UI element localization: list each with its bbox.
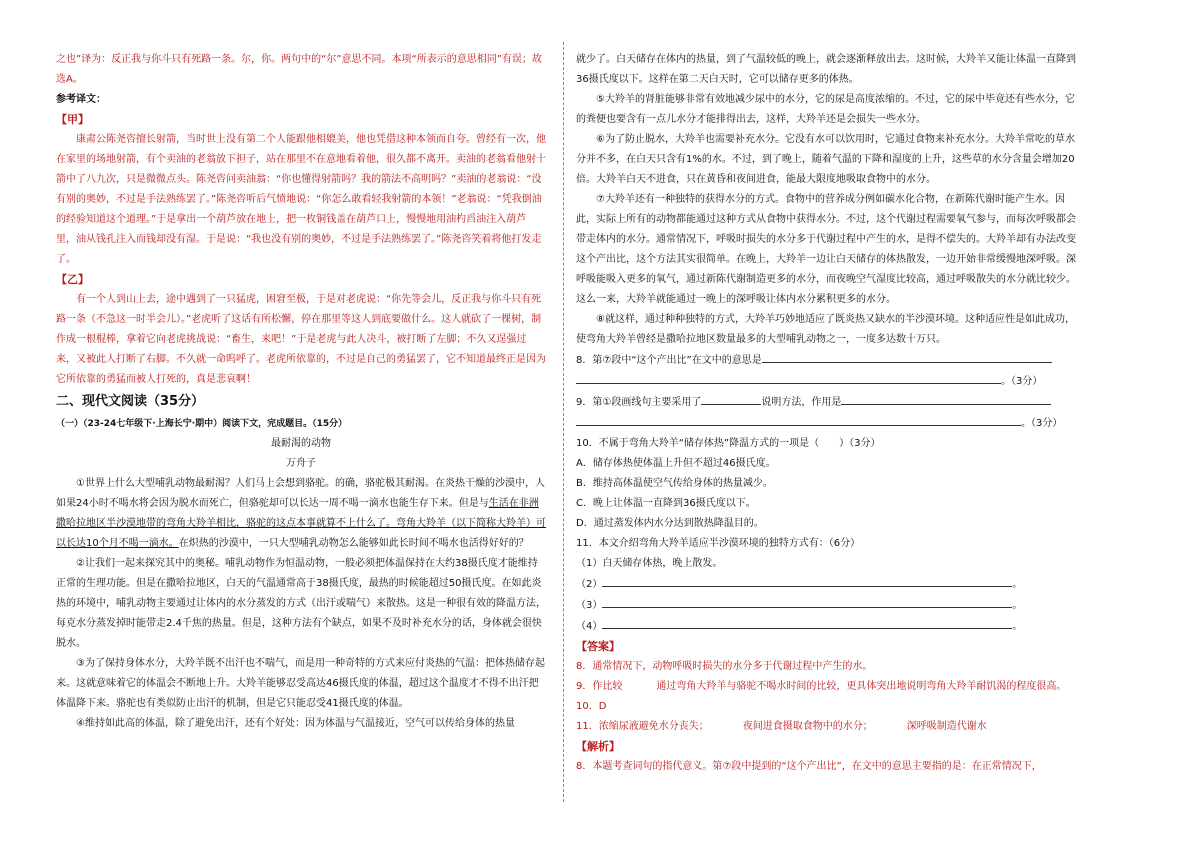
question-8-blank-2[interactable]	[576, 371, 1001, 384]
question-9-score: 。（3分）	[1021, 418, 1063, 429]
analysis-label: 【解析】	[576, 740, 620, 753]
question-9-stem-a: 9．第①段画线句主要采用了	[576, 397, 702, 408]
sub-title: （一）（23-24七年级下·上海长宁·期中）阅读下文，完成题目。（15分）	[56, 419, 348, 429]
answer-11-c: 深呼吸制造代谢水	[906, 721, 987, 732]
question-11-label-3: （3）	[576, 600, 603, 611]
question-11-item-2	[576, 574, 1076, 595]
question-11-item-1: （1）白天储存体热，晚上散发。	[576, 558, 723, 569]
question-10-option-b: B．维持高体温使空气传给身体的热量减少。	[576, 478, 773, 489]
period: 。	[1012, 621, 1023, 632]
paragraph-4: ④维持如此高的体温，除了避免出汗，还有个好处：因为体温与气温接近，空气可以传给身体的热量	[76, 718, 515, 729]
period: 。	[1012, 600, 1023, 611]
jia-label: 【甲】	[56, 113, 89, 126]
question-11-label-4: （4）	[576, 621, 603, 632]
jia-translation: 康肃公陈尧咨擅长射箭，当时世上没有第二个人能跟他相媲美，他也凭借这种本领而自夸。曾经有一次，他在家里的场地射箭，有个卖油的老翁放下担子，站在那里不在意地看着他，很久都不离开。卖油的老翁看他射十箭中了八九次，只是微微点头。陈尧咨问卖油翁：“你也懂得射箭吗？我的箭法不高明吗？”卖油的老翁说：“没有别的奥妙，不过是手法熟练罢了。”陈尧咨听后气愤地说：“你怎么敢看轻我射箭的本领！”老翁说：“凭我倒油的经验知道这个道理。”于是拿出一个葫芦放在地上，把一枚铜钱盖在葫芦口上，慢慢地用油杓舀油注入葫芦里，油从钱孔注入而钱却没有湿。于是说：“我也没有别的奥妙，不过是手法熟练罢了。”陈尧咨笑着将他打发走了。	[56, 134, 546, 265]
analysis-continuation: 之也”译为：反正我与你斗只有死路一条。尔，你。两句中的“尔”意思不同。本项“所表示的意思相同”有误；故选A。	[56, 54, 542, 85]
answer-9	[576, 677, 1076, 697]
right-column	[576, 50, 1076, 777]
question-9-blank-method[interactable]	[701, 392, 761, 405]
period: 。	[1012, 579, 1023, 590]
question-8-line-2	[576, 371, 1076, 392]
question-11-blank-3[interactable]	[602, 595, 1012, 608]
question-10-option-d: D．通过蒸发体内水分达到散热降温目的。	[576, 518, 764, 529]
analysis-8: 8．本题考查词句的指代意义。第⑦段中提到的“这个产出比”，在文中的意思主要指的是：在正常情况下，	[576, 761, 1042, 772]
question-10-option-c: C．晚上让体温一直降到36摄氏度以下。	[576, 498, 756, 509]
question-11-blank-4[interactable]	[602, 616, 1012, 629]
question-9-stem-b: 说明方法，作用是	[761, 397, 842, 408]
question-10-stem: 10．不属于弯角大羚羊“储存体热”降温方式的一项是（ ）（3分）	[576, 438, 881, 449]
answer-10: 10．D	[576, 701, 607, 712]
paragraph-3: ③为了保持身体水分，大羚羊既不出汗也不喘气，而是用一种奇特的方式来应付炎热的气温：把体热储存起来。这就意味着它的体温会不断地上升。大羚羊能够忍受高达46摄氏度的体温，超过这个温度才不得不出汗把体温降下来。骆驼也有类似防止出汗的机制，但是它只能忍受41摄氏度的体温。	[56, 658, 545, 709]
yi-translation: 有一个人到山上去，途中遇到了一只猛虎，困窘至极，于是对老虎说：“你先等会儿，反正我与你斗只有死路一条（不急这一时半会儿）。”老虎听了这话有所松懈，停在那里等这人到底要做什么。这人就砍了一棵树，制作成一根棍棒，拿着它向老虎挑战说：“畜生，来吧！”于是老虎与此人决斗，被打断了左脚；不久又逞强过来，又被此人打断了右脚。不久就一命呜呼了。老虎所依靠的，不过是自己的勇猛罢了，它不知道最终正是因为它所依靠的勇猛而被人打死的，真是悲哀啊！	[56, 294, 546, 385]
answer-label: 【答案】	[576, 640, 620, 653]
question-11-stem: 11．本文介绍弯角大羚羊适应半沙漠环境的独特方式有：（6分）	[576, 538, 861, 549]
section-title: 二、现代文阅读（35分）	[56, 394, 205, 409]
p1-underlined-sentence: 生活在非洲撒哈拉地区半沙漠地带的弯角大羚羊相比，骆驼的这点本事就算不上什么了。弯角大羚羊（以下简称大羚羊）可以长达10个月不喝一滴水。	[56, 498, 546, 549]
question-11-item-3	[576, 595, 1076, 616]
answer-11-b: 夜间进食摄取食物中的水分；	[742, 721, 873, 732]
answer-8: 8．通常情况下，动物呼吸时损失的水分多于代谢过程中产生的水。	[576, 661, 873, 672]
question-8-score: 。（3分）	[1001, 376, 1043, 387]
question-9-blank-2[interactable]	[576, 413, 1021, 426]
paragraph-7: ⑦大羚羊还有一种独特的获得水分的方式。食物中的营养成分例如碳水化合物，在新陈代谢时能产生水。因此，实际上所有的动物都能通过这种方式从食物中获得水分。不过，这个代谢过程需要氧气参与，而每次呼吸都会带走体内的水分。通常情况下，呼吸时损失的水分多于代谢过程中产生的水，是得不偿失的。大羚羊却有办法改变这个产出比，这个方法其实很简单。在晚上，大羚羊一边让白天储存的体热散发，一边开始非常缓慢地深呼吸。深呼吸能吸入更多的氧气，通过新陈代谢制造更多的水分，而夜晚空气湿度比较高，通过呼吸散失的水分就比较少。这么一来，大羚羊就能通过一晚上的深呼吸让体内水分累积更多的水分。	[576, 194, 1076, 305]
paragraph-5: ⑤大羚羊的肾脏能够非常有效地减少尿中的水分，它的尿是高度浓缩的。不过，它的尿中毕竟还有些水分，它的粪便也要含有一点儿水分才能排得出去，这样，大羚羊还是会损失一些水分。	[576, 94, 1075, 125]
question-9	[576, 392, 1076, 413]
article-title: 最耐渴的动物	[271, 438, 331, 449]
column-divider	[563, 42, 564, 802]
p1-part-b: 在炽热的沙漠中，一只大型哺乳动物怎么能够如此长时间不喝水也活得好好的？	[178, 538, 529, 549]
question-10-option-a: A．储存体热使体温上升但不超过46摄氏度。	[576, 458, 776, 469]
answer-9-effect: 通过弯角大羚羊与骆驼不喝水时间的比较，更具体突出地说明弯角大羚羊耐饥渴的程度很高。	[656, 681, 1067, 692]
answer-9-method: 9．作比较	[576, 681, 623, 692]
question-8	[576, 350, 1076, 371]
question-8-blank[interactable]	[762, 350, 1052, 363]
left-column	[56, 50, 546, 734]
paragraph-6: ⑥为了防止脱水，大羚羊也需要补充水分。它没有水可以饮用时，它通过食物来补充水分。大羚羊常吃的草水分并不多，在白天只含有1%的水。不过，到了晚上，随着气温的下降和湿度的上升，这些草的水分含量会增加20倍。大羚羊白天不进食，只在黄昏和夜间进食，能最大限度地吸取食物中的水分。	[576, 134, 1075, 185]
p1-part-a: ①世界上什么大型哺乳动物最耐渴？人们马上会想到骆驼。的确，骆驼极其耐渴。在炎热干燥的沙漠中，人如果24小时不喝水将会因为脱水而死亡，但骆驼却可以长达一周不喝一滴水也能生存下来。但是与	[56, 478, 545, 509]
question-8-stem: 8．第⑦段中“这个产出比”在文中的意思是	[576, 355, 762, 366]
question-11-item-4	[576, 616, 1076, 637]
paragraph-2: ②让我们一起来探究其中的奥秘。哺乳动物作为恒温动物，一般必须把体温保持在大约38摄氏度才能维持正常的生理功能。但是在撒哈拉地区，白天的气温通常高于38摄氏度，最热的时候能超过50摄氏度。在如此炎热的环境中，哺乳动物主要通过让体内的水分蒸发的方式（出汗或喘气）来散热。这是一种很有效的降温方法，每克水分蒸发掉时能带走2.4千焦的热量。但是，这种方法有个缺点，如果不及时补充水分的话，身体就会很快脱水。	[56, 558, 546, 649]
question-9-blank-effect[interactable]	[841, 392, 1051, 405]
yi-label: 【乙】	[56, 273, 89, 286]
question-11-label-2: （2）	[576, 579, 603, 590]
article-author: 万舟子	[286, 458, 316, 469]
answer-11	[576, 717, 1076, 737]
paragraph-1	[56, 474, 546, 554]
question-11-blank-2[interactable]	[602, 574, 1012, 587]
question-9-line-2	[576, 413, 1076, 434]
reference-translation-title: 参考译文：	[56, 94, 106, 105]
paragraph-4-continued: 就少了。白天储存在体内的热量，到了气温较低的晚上，就会逐渐释放出去。这时候，大羚羊又能让体温一直降到36摄氏度以下。这样在第二天白天时，它可以储存更多的体热。	[576, 54, 1076, 85]
paragraph-8: ⑧就这样，通过种种独特的方式，大羚羊巧妙地适应了既炎热又缺水的半沙漠环境。这种适应性是如此成功，使弯角大羚羊曾经是撒哈拉地区数量最多的大型哺乳动物之一，一度多达数十万只。	[576, 314, 1075, 345]
answer-11-a: 11．浓缩尿液避免水分丧失；	[576, 721, 709, 732]
